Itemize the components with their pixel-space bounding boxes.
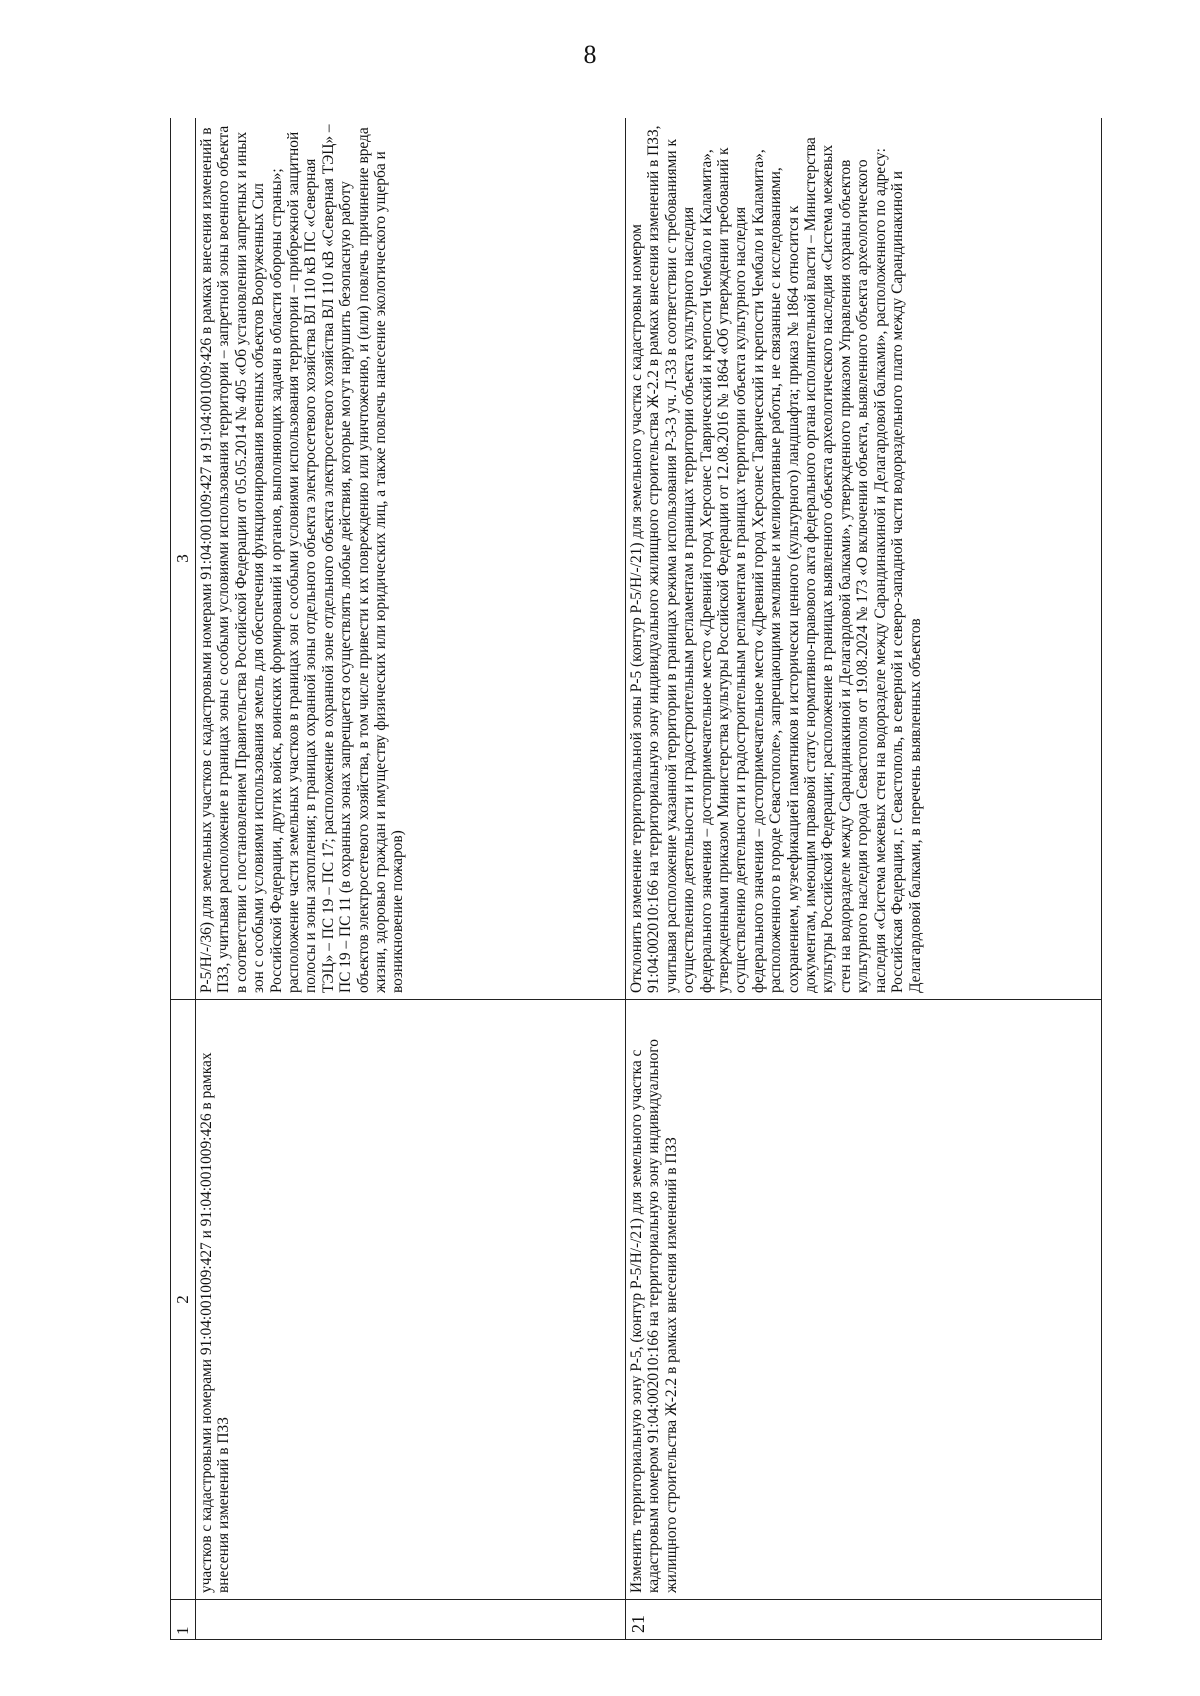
- decision-text: Отклонить изменение территориальной зоны Р-5 (контур Р-5/Н/-/21) для земельного участка с кадастровым номером 91:04:002010:166 на территориальную зону индивидуального жилищного строительства Ж-2.2 в рамках внесения изменений в ПЗЗ, учитывая расположение указанной территории в границах режима использования Р-3-3 уч. Л-33 в соответствии с требованиями к осуществлению деятельности и градостроительным регламентам в границах территории объекта культурного наследия федерального значения – достопримечательное место «Древний город Херсонес Таврический и крепости Чембало и Каламита», утвержденными приказом Министерства культуры Российской Федерации от 12.08.2016 № 1864 «Об утверждении требований к осуществлению деятельности и градостроительным регламентам в границах территории объекта культурного наследия федерального значения – достопримечательное место «Древний город Херсонес Таврический и крепости Чембало и Каламита», расположенного в городе Севастополе», запрещающими земляные и мелиоративные работы, не связанные с исследованиями, сохранением, музеефикацией памятников и исторически ценного (культурного) ландшафта; приказ № 1864 относится к документам, имеющим правовой статус нормативно-правового акта федерального органа исполнительной власти – Министерства культуры Российской Федерации; расположение в границах выявленного объекта археологического наследия «Система межевых стен на водоразделе между Сарандинакиной и Делагардовой балками», утвержденного приказом Управления охраны объектов культурного наследия города Севастополя от 19.08.2024 № 173 «О включении объекта, выявленного объекта археологического наследия «Система межевых стен на водоразделе между Сарандинакиной и Делагардовой балками», расположенного по адресу: Российская Федерация, г. Севастополь, в северной и северо-западной части водораздельного плато между Сарандинакиной и Делагардовой балками, в перечень выявленных объектов: [628, 125, 924, 993]
- row-decision: [626, 118, 1102, 1000]
- decision-table: [170, 118, 1102, 1640]
- table-header-row: [171, 118, 196, 1640]
- page-number: 8: [583, 40, 597, 69]
- table-row: [626, 118, 1102, 1640]
- row-decision: [196, 118, 626, 1000]
- row-number: [196, 1600, 626, 1640]
- row-proposal: [196, 1000, 626, 1600]
- header-col-3: 3: [171, 118, 196, 1000]
- table-frame: [170, 118, 1102, 1640]
- table-row: [196, 118, 626, 1640]
- header-col-1: 1: [171, 1600, 196, 1640]
- rotated-table-container: [170, 118, 1102, 1640]
- decision-text: Р-5/Н/-/36) для земельных участков с кадастровыми номерами 91:04:001009:427 и 91:04:001009:426 в рамках внесения изменений в ПЗЗ, учитывая расположение в границах зоны с особыми условиями использования территории – запретной зоны военного объекта в соответствии с постановлением Правительства Российской Федерации от 05.05.2014 № 405 «Об установлении запретных и иных зон с особыми условиями использования земель для обеспечения функционирования военных объектов Вооруженных Сил Российской Федерации, других войск, воинских формирований и органов, выполняющих задачи в области обороны страны»; расположение части земельных участков в границах зон с особыми условиями использования территории – прибрежной защитной полосы и зоны затопления; в границах охранной зоны отдельного объекта электросетевого хозяйства ВЛ 110 кВ ПС «Северная ТЭЦ» – ПС 19 – ПС 17; расположение в охранной зоне отдельного объекта электросетевого хозяйства ВЛ 110 кВ «Северная ТЭЦ» – ПС 19 – ПС 11 (в охранных зонах запрещается осуществлять любые действия, которые могут нарушить безопасную работу объектов электросетевого хозяйства, в том числе привести к их повреждению или уничтожению, и (или) повлечь причинение вреда жизни, здоровью граждан и имуществу физических или юридических лиц, а также повлечь нанесение экологического ущерба и возникновение пожаров): [198, 124, 407, 993]
- row-proposal: [626, 1000, 1102, 1600]
- header-col-2: 2: [171, 1000, 196, 1600]
- proposal-text: участков с кадастровыми номерами 91:04:001009:427 и 91:04:001009:426 в рамках внесения изменений в ПЗЗ: [198, 1052, 233, 1593]
- proposal-text: Изменить территориальную зону Р-5, (контур Р-5/Н/-/21) для земельного участка с кадастровым номером 91:04:002010:166 на территориальную зону индивидуального жилищного строительства Ж-2.2 в рамках внесения изменений в ПЗЗ: [628, 1039, 680, 1593]
- row-number: 21: [626, 1600, 1102, 1640]
